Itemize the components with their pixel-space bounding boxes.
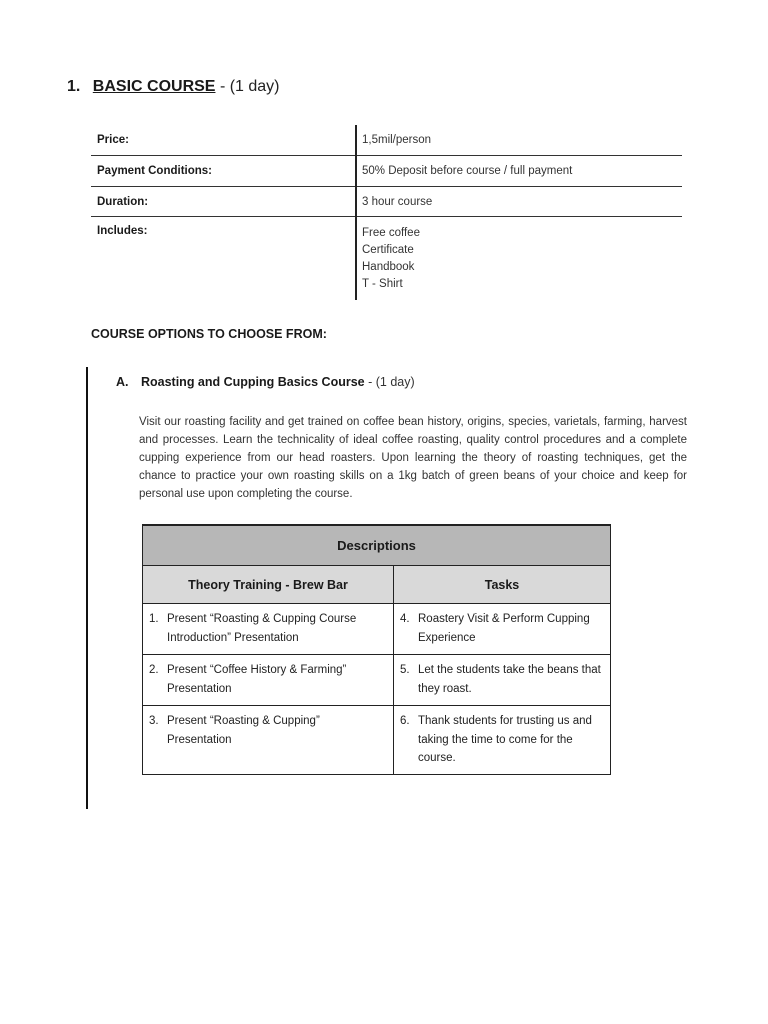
course-a-duration: - (1 day) <box>368 375 415 389</box>
task-number: 6. <box>400 715 410 727</box>
info-row-payment <box>91 155 682 186</box>
section-title: BASIC COURSE <box>92 78 216 95</box>
theory-text: Present “Roasting & Cupping” Presentation <box>167 715 320 746</box>
descriptions-table <box>142 524 611 775</box>
course-info-table <box>91 125 682 300</box>
include-item: Certificate <box>362 243 414 256</box>
course-a-letter: A. <box>116 375 129 389</box>
item-number: 1. <box>149 613 159 625</box>
theory-cell <box>143 604 394 655</box>
theory-text: Present “Roasting & Cupping Course Introduction” Presentation <box>167 613 357 644</box>
includes-list <box>356 216 682 300</box>
duration-value: 3 hour course <box>356 186 682 216</box>
duration-label: Duration: <box>91 186 356 216</box>
task-number: 5. <box>400 664 410 676</box>
course-a-title: Roasting and Cupping Basics Course <box>140 375 365 389</box>
task-cell <box>394 604 611 655</box>
theory-cell <box>143 706 394 775</box>
descriptions-caption: Descriptions <box>143 525 611 566</box>
section-duration: - (1 day) <box>219 78 280 95</box>
section-number: 1. <box>67 78 81 95</box>
table-row <box>143 706 611 775</box>
course-options-heading: COURSE OPTIONS TO CHOOSE FROM: <box>91 327 327 341</box>
price-label: Price: <box>91 125 356 155</box>
theory-column-header: Theory Training - Brew Bar <box>143 566 394 604</box>
info-row-duration <box>91 186 682 216</box>
info-row-includes <box>91 216 682 300</box>
payment-label: Payment Conditions: <box>91 155 356 186</box>
course-a-description: Visit our roasting facility and get trained on coffee bean history, origins, species, varietals, farming, harvest and processes. Learn the technicality of ideal coffee roasting, quality control procedures and a complete cupping experience from our head roasters. Upon learning the theory of roasting techniques, get the chance to practice your own roasting skills on a 1kg batch of green beans of your choice and keep for personal use upon completing the course. <box>139 416 687 500</box>
includes-label: Includes: <box>97 224 148 237</box>
table-row <box>143 655 611 706</box>
task-text: Roastery Visit & Perform Cupping Experience <box>418 613 590 644</box>
theory-cell <box>143 655 394 706</box>
task-number: 4. <box>400 613 410 625</box>
include-item: T - Shirt <box>362 277 403 290</box>
task-cell <box>394 655 611 706</box>
theory-text: Present “Coffee History & Farming” Presentation <box>167 664 347 695</box>
price-value: 1,5mil/person <box>356 125 682 155</box>
task-text: Thank students for trusting us and taking the time to come for the course. <box>418 715 592 764</box>
include-item: Free coffee <box>362 226 420 239</box>
table-row <box>143 604 611 655</box>
payment-value: 50% Deposit before course / full payment <box>356 155 682 186</box>
course-a-heading <box>116 375 415 389</box>
info-row-price <box>91 125 682 155</box>
item-number: 3. <box>149 715 159 727</box>
include-item: Handbook <box>362 260 415 273</box>
item-number: 2. <box>149 664 159 676</box>
task-cell <box>394 706 611 775</box>
task-text: Let the students take the beans that they roast. <box>418 664 601 695</box>
section-heading <box>67 78 280 96</box>
tasks-column-header: Tasks <box>394 566 611 604</box>
section-divider-bar <box>86 367 88 809</box>
